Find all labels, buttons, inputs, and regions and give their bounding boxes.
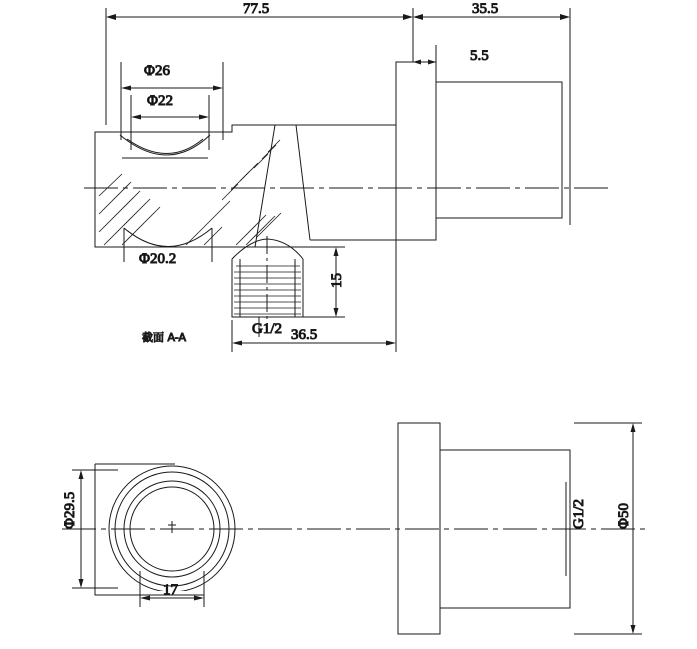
dim-phi26-label: Φ26 — [144, 63, 170, 79]
section-label: 截面 A-A — [142, 331, 187, 344]
dim-5-5-group — [413, 45, 489, 82]
dim-g12-bottom-label: G1/2 — [571, 499, 587, 529]
dim-phi22-group — [131, 93, 209, 150]
dim-g12-top-group — [252, 317, 282, 337]
dim-phi50-label: Φ50 — [616, 503, 632, 529]
dim-5-5-label: 5.5 — [470, 48, 489, 64]
dim-35-5-label: 35.5 — [472, 1, 499, 17]
dim-77-5-label: 77.5 — [243, 1, 270, 17]
dim-15-label: 15 — [329, 273, 345, 288]
part-outline-section — [95, 62, 562, 247]
dim-36-5-label: 36.5 — [291, 327, 318, 343]
threaded-nipple — [232, 236, 303, 330]
dim-g12-top-label: G1/2 — [252, 321, 282, 337]
dim-17-label: 17 — [163, 582, 178, 598]
dim-phi20-2-label: Φ20.2 — [139, 251, 177, 267]
dim-35-5-group — [413, 1, 570, 225]
dim-phi29-5-label: Φ29.5 — [62, 491, 78, 529]
dim-15-group — [303, 247, 345, 317]
dim-phi22-label: Φ22 — [147, 93, 173, 109]
